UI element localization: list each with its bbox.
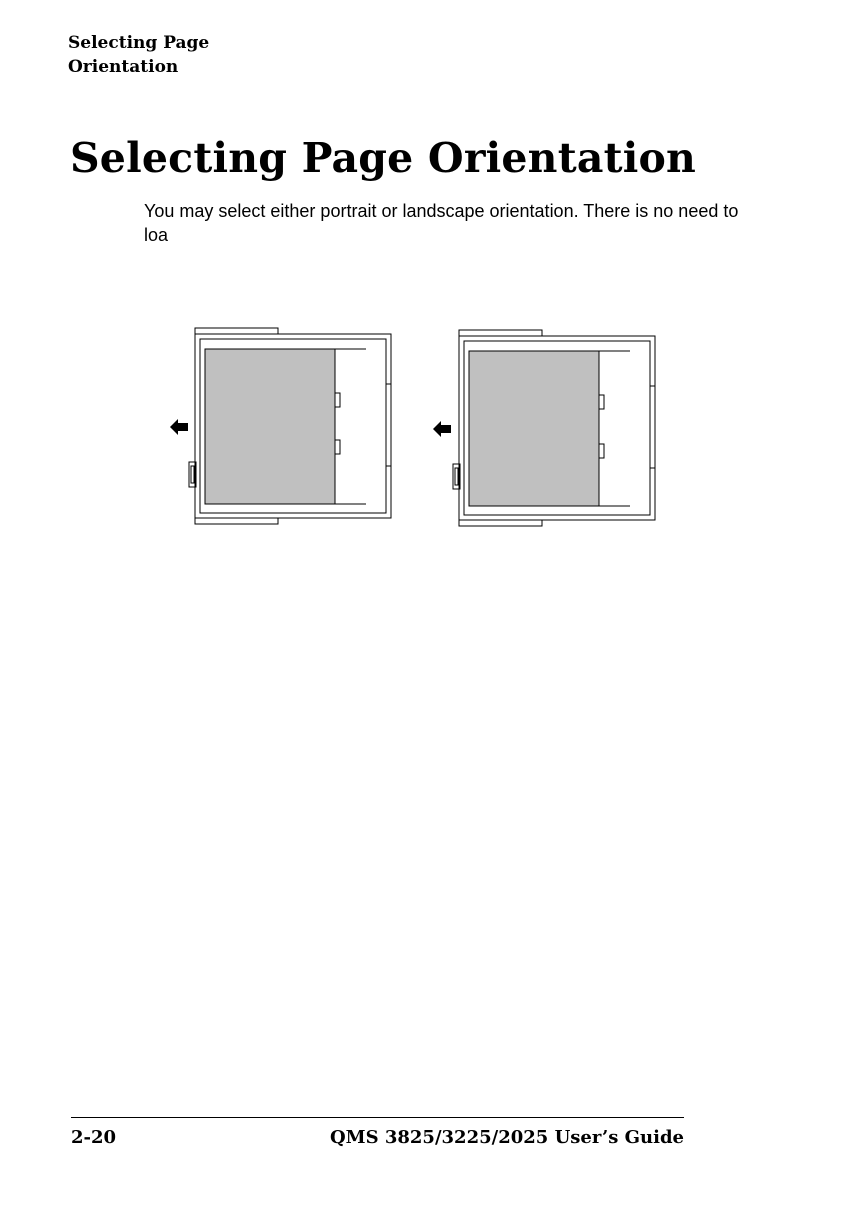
footer-page-number: 2-20	[71, 1127, 117, 1148]
orientation-figure-svg	[160, 320, 670, 535]
footer-rule	[71, 1117, 684, 1118]
running-head	[68, 31, 209, 79]
orientation-figure	[160, 320, 670, 535]
running-head-line-2: Orientation	[68, 57, 179, 77]
intro-paragraph: You may select either portrait or landscape orientation. There is no need to loa	[144, 201, 739, 245]
portrait-tray-icon	[170, 328, 391, 524]
running-head-line-1: Selecting Page	[68, 33, 210, 53]
page-title: Selecting Page Orientation	[70, 134, 697, 182]
footer-guide-title: QMS 3825/3225/2025 User’s Guide	[329, 1127, 684, 1148]
landscape-tray-icon	[433, 330, 655, 526]
